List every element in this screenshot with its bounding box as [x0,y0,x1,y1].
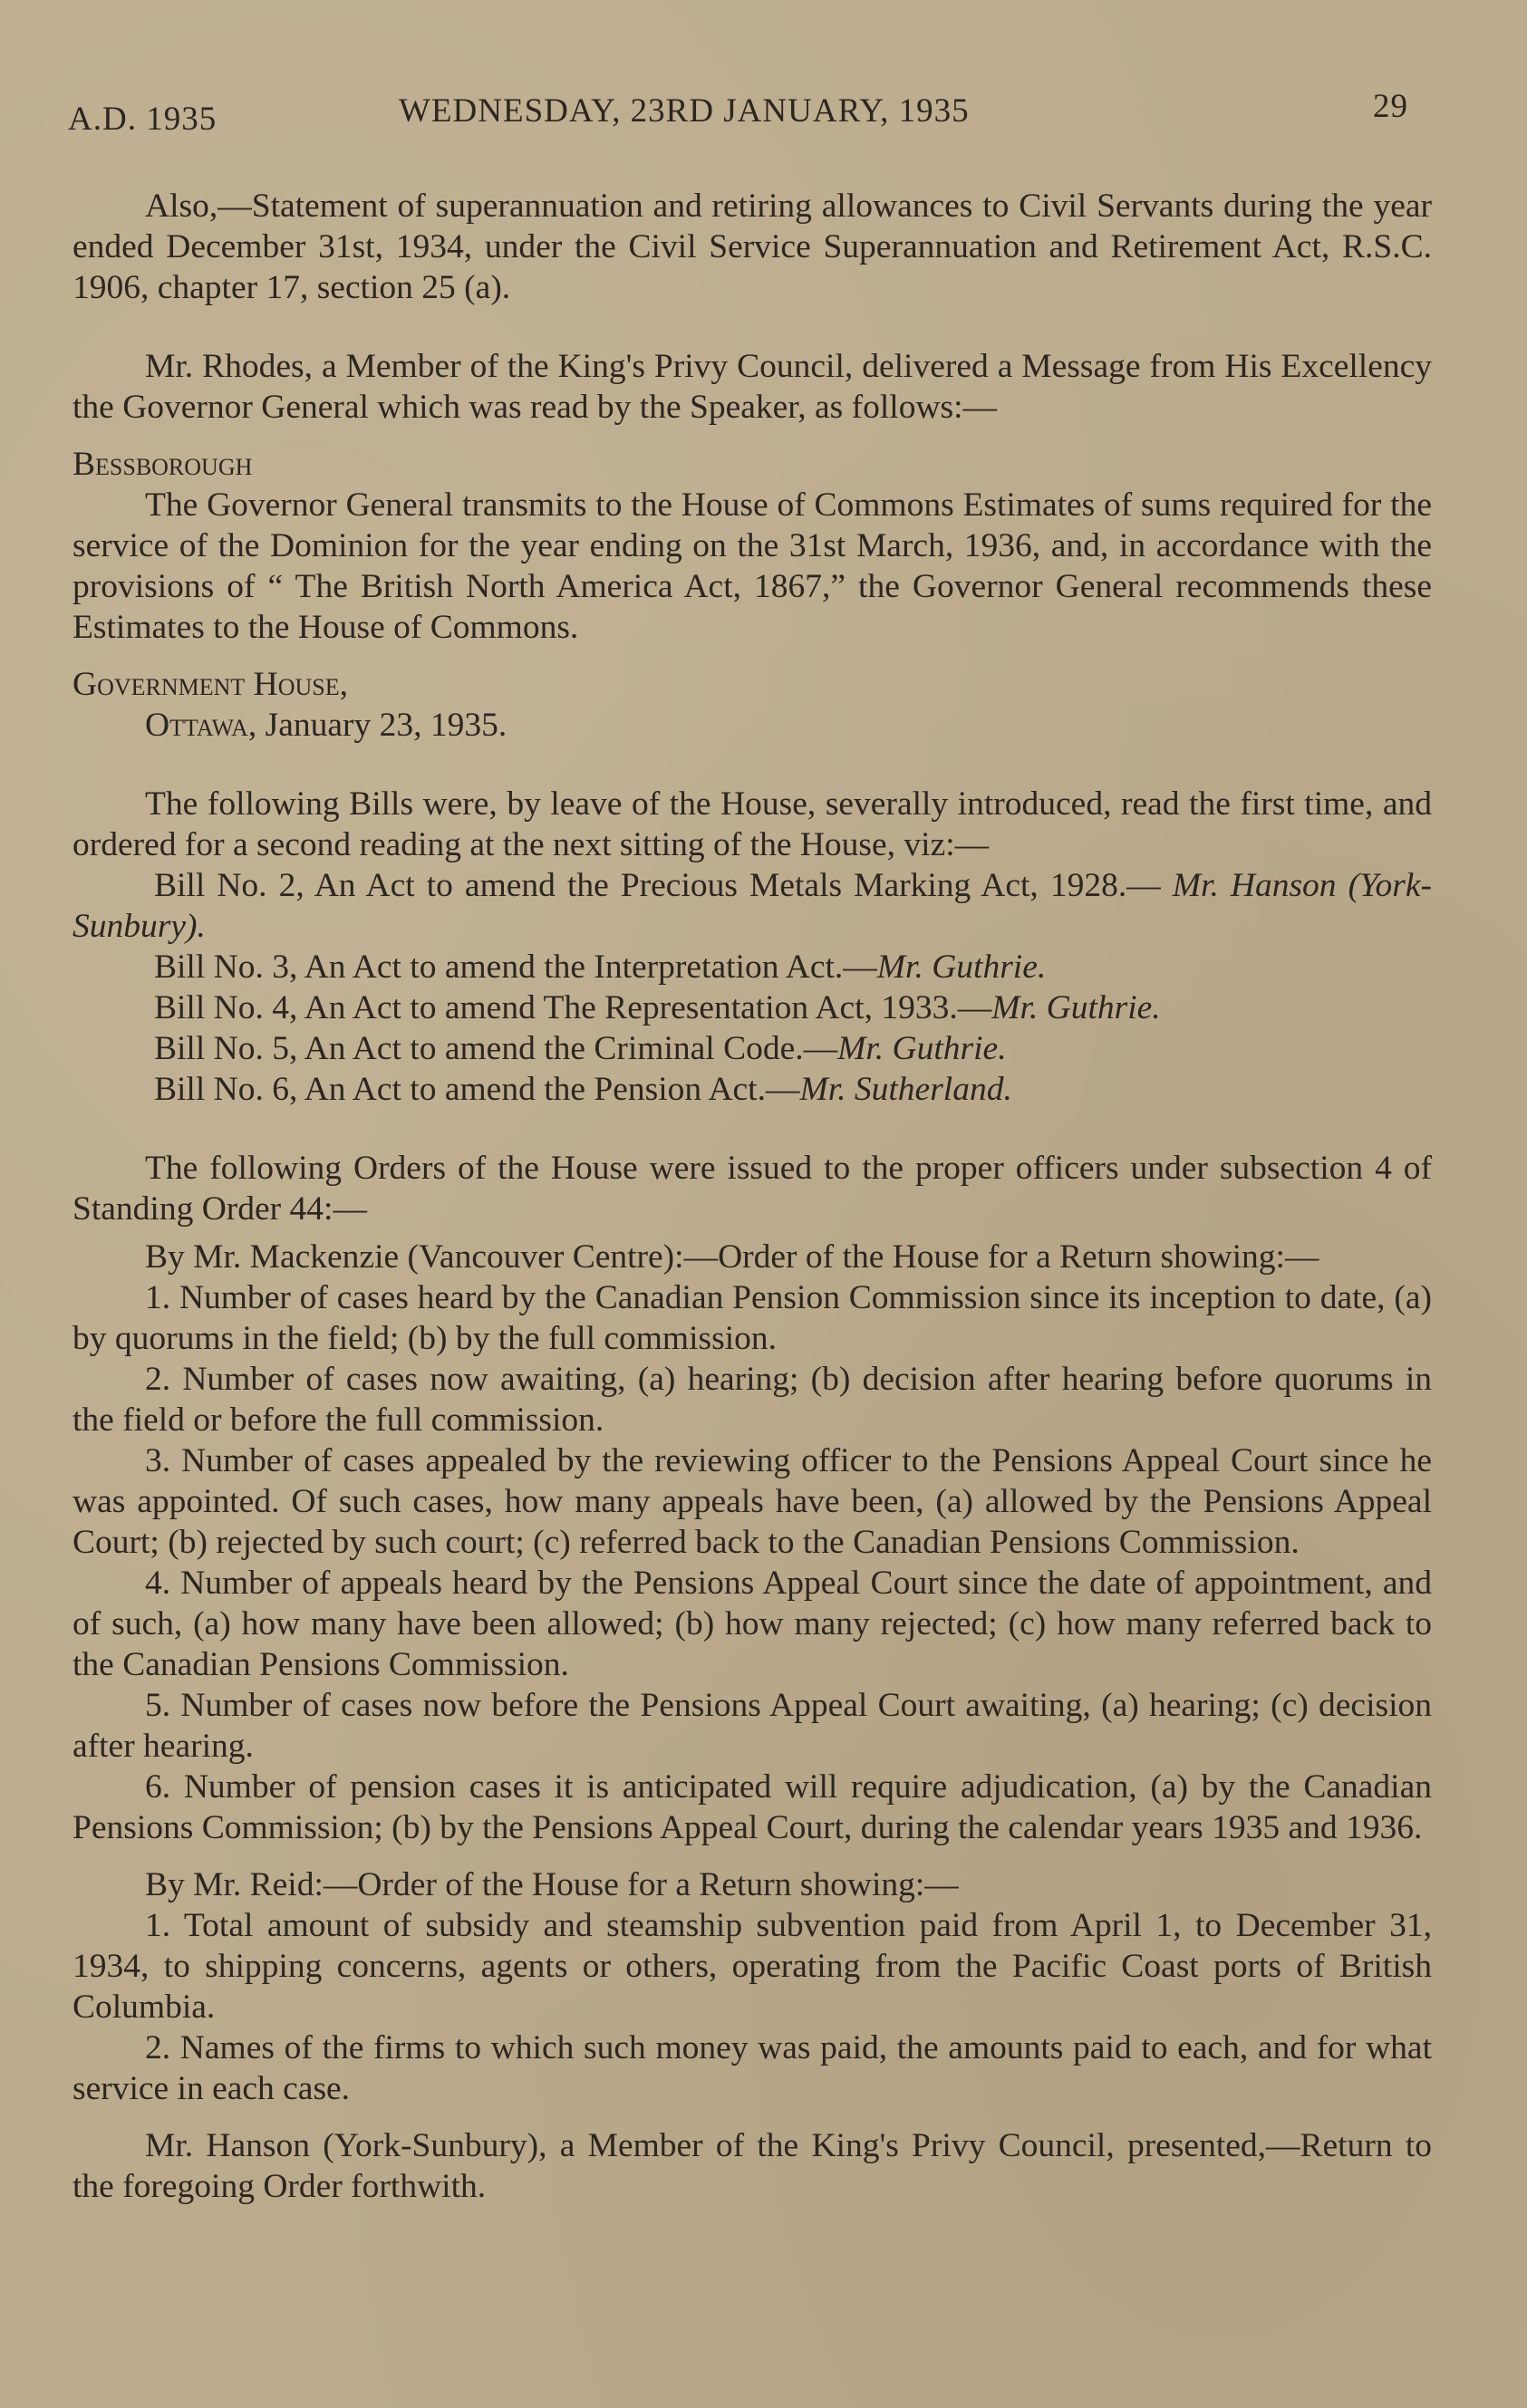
order-item: 2. Names of the firms to which such money was paid, the amounts paid to each, and for what service in each case. [72,2029,1432,2107]
order-item: 4. Number of appeals heard by the Pensions Appeal Court since the date of appointment, and of such, (a) how many have been allowed; (b) how many rejected; (c) how many referred back to the Canadian Pensions Commission. [72,1565,1432,1683]
header-year: A.D. 1935 [68,101,217,138]
bill-member: Mr. Guthrie. [876,949,1047,986]
order-item: 6. Number of pension cases it is anticipated will require adjudication, (a) by the Canadian Pensions Commission; (b) by the Pensions Appeal Court, during the calendar years 1935 and 1936. [72,1768,1432,1846]
bill-member: Mr. Sutherland. [799,1071,1012,1108]
bill-text: Bill No. 3, An Act to amend the Interpretation Act.— [154,949,877,986]
bill-text: Bill No. 5, An Act to amend the Criminal Code.— [154,1030,838,1067]
order-mackenzie-intro: By Mr. Mackenzie (Vancouver Centre):—Order of the House for a Return showing:— [145,1238,1319,1276]
bill-text: Bill No. 6, An Act to amend the Pension Act.— [154,1071,800,1108]
paragraph-hanson-return: Mr. Hanson (York-Sunbury), a Member of the King's Privy Council, presented,—Return to the foregoing Order forthwith. [72,2127,1432,2205]
paragraph-estimates: The Governor General transmits to the House of Commons Estimates of sums required for the service of the Dominion for the year ending on the 31st March, 1936, and, in accordance with the provisions of “ The British North America Act, 1867,” the Governor General recommends these Estimates to the House of Commons. [72,486,1432,646]
ottawa-date: , January 23, 1935. [247,707,507,744]
bill-item [72,865,1432,947]
paragraph-orders-intro: The following Orders of the House were issued to the proper officers under subsection 4 of Standing Order 44:— [72,1150,1432,1228]
paragraph-superannuation: Also,—Statement of superannuation and retiring allowances to Civil Servants during the year ended December 31st, 1934, under the Civil Service Superannuation and Retirement Act, R.S.C. 1906, chapter 17, section 25 (a). [72,188,1432,306]
page-header [68,87,1427,141]
order-reid-intro: By Mr. Reid:—Order of the House for a Return showing:— [145,1866,959,1903]
bill-text: Bill No. 4, An Act to amend The Representation Act, 1933.— [154,989,992,1026]
bill-member: Mr. Hanson (York-Sunbury). [72,867,1432,945]
signature-bessborough: Bessborough [72,446,253,483]
bill-member: Mr. Guthrie. [991,989,1161,1026]
order-item: 5. Number of cases now before the Pensions Appeal Court awaiting, (a) hearing; (c) decision after hearing. [72,1687,1432,1765]
bill-item [72,947,1432,987]
ottawa-dateline [72,705,1432,746]
ottawa-label: Ottawa [145,707,248,744]
bill-member: Mr. Guthrie. [837,1030,1007,1067]
government-house: Government House, [72,666,349,703]
bill-item [72,1069,1432,1110]
order-item: 2. Number of cases now awaiting, (a) hearing; (b) decision after hearing before quorums in the field or before the full commission. [72,1361,1432,1439]
bill-item [72,1028,1432,1069]
page-number: 29 [1373,88,1408,125]
order-item: 3. Number of cases appealed by the reviewing officer to the Pensions Appeal Court since he was appointed. Of such cases, how many appeals have been, (a) allowed by the Pensions Appeal Court; (b) rejected by such court; (c) referred back to the Canadian Pensions Commission. [72,1442,1432,1561]
bill-item [72,987,1432,1028]
paragraph-bills-intro: The following Bills were, by leave of the House, severally introduced, read the first time, and ordered for a second reading at the next sitting of the House, viz:— [72,785,1432,863]
order-item: 1. Number of cases heard by the Canadian Pension Commission since its inception to date, (a) by quorums in the field; (b) by the full commission. [72,1279,1432,1357]
page-body [72,186,1432,2207]
paragraph-message: Mr. Rhodes, a Member of the King's Privy Council, delivered a Message from His Excellency the Governor General which was read by the Speaker, as follows:— [72,348,1432,426]
header-date: WEDNESDAY, 23RD JANUARY, 1935 [399,92,970,130]
bill-text: Bill No. 2, An Act to amend the Precious Metals Marking Act, 1928.— [154,867,1161,904]
order-item: 1. Total amount of subsidy and steamship subvention paid from April 1, to December 31, 1934, to shipping concerns, agents or others, operating from the Pacific Coast ports of British Columbia. [72,1907,1432,2026]
